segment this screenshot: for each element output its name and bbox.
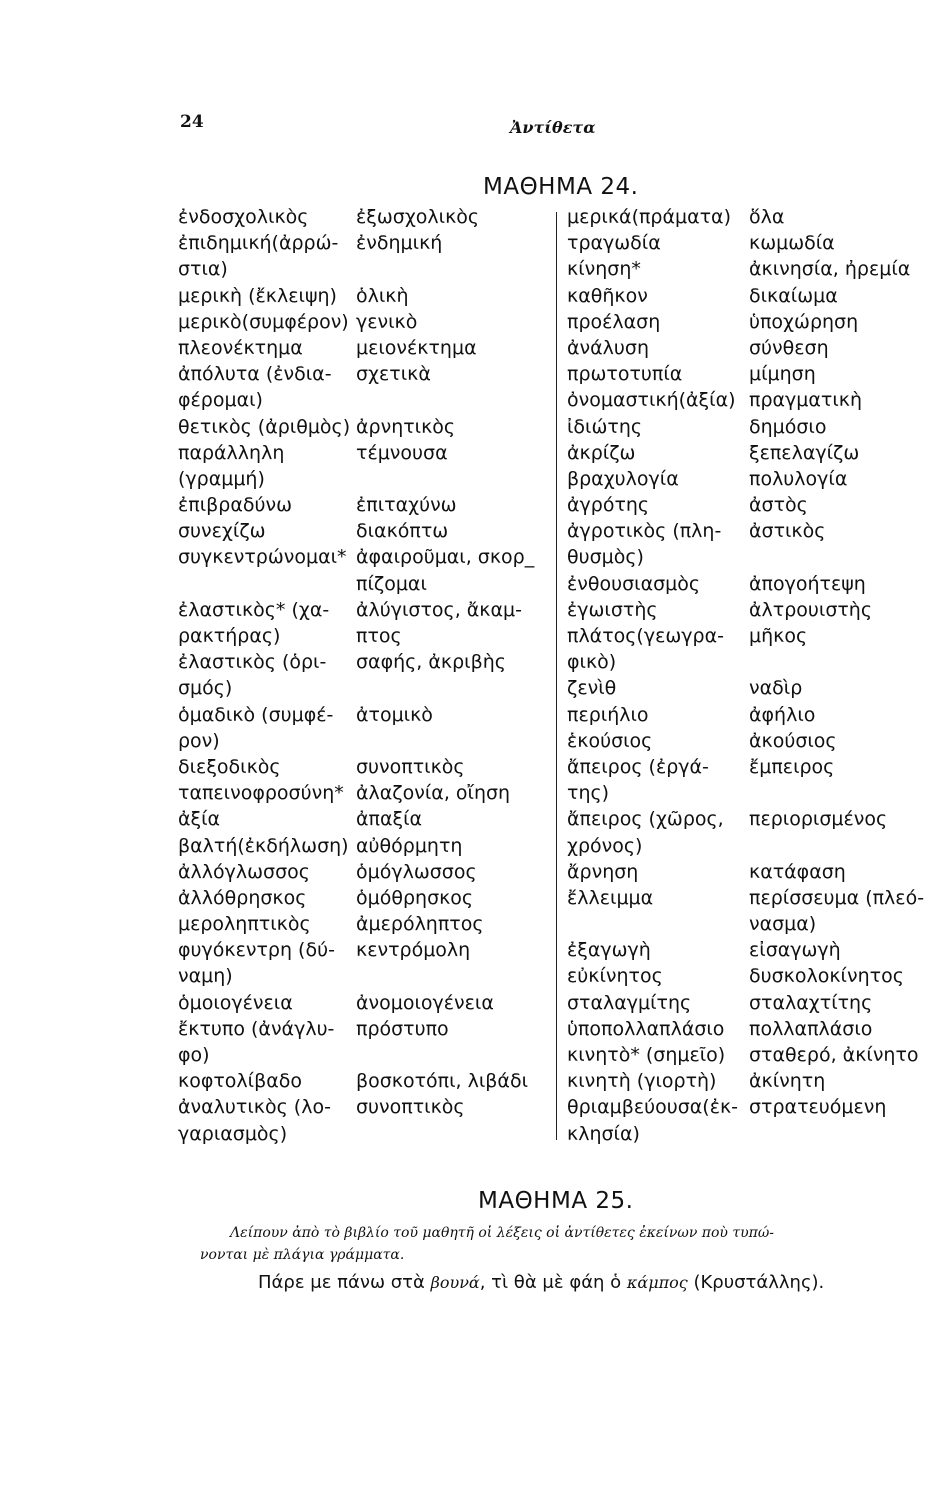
word: εὐκίνητος [567, 965, 663, 988]
antonym: ἀφαιροῦμαι, σκορ_ [356, 546, 535, 569]
antonym-row [178, 1018, 548, 1044]
antonym: σχετικὰ [356, 363, 431, 386]
word: τραγωδία [567, 232, 661, 255]
word: μεροληπτικὸς [178, 913, 311, 936]
antonym: πραγματικὴ [749, 389, 862, 412]
antonym: ὁλικὴ [356, 284, 409, 307]
antonym-row [178, 494, 548, 520]
word: μερικά(πράματα) [567, 206, 731, 228]
word: βραχυλογία [567, 467, 679, 490]
antonym: κατάφαση [749, 860, 846, 883]
antonym: ἀπαξία [356, 808, 423, 831]
antonym-row [567, 704, 937, 730]
lesson-25-title: ΜΑΘΗΜΑ 25. [478, 1188, 634, 1214]
antonym: ὅλα [749, 206, 785, 228]
antonym: ἀπογοήτεψη [749, 572, 866, 595]
word: μερικὴ (ἔκλειψη) [178, 284, 337, 307]
antonym-row [178, 861, 548, 887]
antonym-row [178, 756, 548, 782]
word: ἰδιώτης [567, 415, 643, 438]
antonym-row [178, 311, 548, 337]
antonym: πίζομαι [356, 572, 427, 595]
antonym-row [178, 520, 548, 546]
word: χρόνος) [567, 834, 643, 857]
antonym-row [567, 232, 937, 258]
antonym-row [178, 965, 548, 991]
example-middle: , τὶ θὰ μὲ φάη ὁ [479, 1272, 627, 1293]
antonym-row [178, 1123, 548, 1149]
antonym-row [567, 939, 937, 965]
antonym-row [178, 835, 548, 861]
word: κλησία) [567, 1122, 640, 1145]
antonym-row [178, 285, 548, 311]
word: βαλτή(ἐκδήλωση) [178, 834, 349, 857]
antonym: ἐνδημική [356, 232, 443, 255]
antonym: ἀκίνητη [749, 1070, 826, 1093]
antonym: νασμα) [749, 913, 817, 936]
word: ἔλλειμμα [567, 886, 654, 909]
antonym-row [567, 835, 937, 861]
word: γαριασμὸς) [178, 1122, 288, 1145]
word: ἐπιβραδύνω [178, 494, 292, 517]
antonym: τέμνουσα [356, 441, 448, 464]
word: ἄρνηση [567, 860, 639, 883]
word: συνεχίζω [178, 520, 266, 543]
antonym: ἀνομοιογένεια [356, 991, 494, 1014]
antonym: σταθερό, ἀκίνητο [749, 1044, 919, 1066]
antonym-row [567, 913, 937, 939]
word: ἀπόλυτα (ἐνδια- [178, 363, 332, 386]
antonym: περίσσευμα (πλεό- [749, 886, 925, 909]
word: ἄπειρος (ἐργά- [567, 755, 709, 778]
antonym: ἐπιταχύνω [356, 494, 457, 517]
left-antonym-column [178, 206, 548, 1149]
antonym-row [178, 808, 548, 834]
antonym: ἀτομικὸ [356, 703, 433, 726]
word: ἀγροτικὸς (πλη- [567, 520, 722, 543]
word: κίνηση* [567, 258, 641, 281]
word: ἐξαγωγὴ [567, 939, 651, 962]
antonym: περιορισμένος [749, 808, 888, 831]
antonym: μίμηση [749, 363, 816, 386]
antonym-row [178, 573, 548, 599]
antonym-row [567, 861, 937, 887]
antonym-row [567, 992, 937, 1018]
antonym: ἀκινησία, ἠρεμία [749, 258, 911, 281]
instruction-line-1: Λείπουν ἀπὸ τὸ βιβλίο τοῦ μαθητῆ οἱ λέξεις οἱ ἀντίθετες ἐκείνων ποὺ τυπώ- [230, 1225, 774, 1241]
antonym: διακόπτω [356, 520, 449, 543]
word: ἄπειρος (χῶρος, [567, 808, 724, 831]
antonym-row [567, 416, 937, 442]
antonym-row [567, 1096, 937, 1122]
antonym-row [178, 337, 548, 363]
antonym-row [178, 625, 548, 651]
antonym-row [178, 1044, 548, 1070]
antonym-row [178, 363, 548, 389]
antonym: ἀλύγιστος, ἄκαμ- [356, 598, 522, 621]
antonym: ἀφήλιο [749, 703, 816, 726]
antonym-row [178, 232, 548, 258]
word: θυσμὸς) [567, 546, 644, 569]
word: συγκεντρώνομαι* [178, 546, 347, 569]
antonym: μῆκος [749, 625, 808, 647]
word: ἀξία [178, 808, 221, 831]
example-sentence [258, 1272, 824, 1293]
antonym: στρατευόμενη [749, 1096, 887, 1119]
word: ἐνδοσχολικὸς [178, 206, 309, 228]
word: ὁμαδικὸ (συμφέ- [178, 703, 334, 726]
word: ἔκτυπο (ἀνάγλυ- [178, 1017, 335, 1040]
word: ἀλλόθρησκος [178, 886, 307, 909]
word: ρον) [178, 729, 220, 752]
antonym: ἀλτρουιστὴς [749, 598, 872, 621]
example-start: Πάρε με πάνω στὰ [258, 1272, 431, 1293]
antonym: εἰσαγωγὴ [749, 939, 841, 962]
antonym-row [567, 258, 937, 284]
word: φικὸ) [567, 651, 617, 674]
antonym-row [567, 808, 937, 834]
antonym-row [178, 782, 548, 808]
running-head: Ἀντίθετα [510, 118, 596, 137]
word: κινητὴ (γιορτὴ) [567, 1070, 717, 1093]
antonym-row [567, 1018, 937, 1044]
antonym-row [567, 651, 937, 677]
word: ναμη) [178, 965, 233, 988]
antonym-row [567, 520, 937, 546]
antonym: συνοπτικὸς [356, 1096, 465, 1119]
word: ταπεινοφροσύνη* [178, 782, 344, 805]
word: σταλαγμίτης [567, 991, 692, 1014]
antonym-row [567, 756, 937, 782]
antonym-row [178, 546, 548, 572]
antonym: ἐξωσχολικὸς [356, 206, 480, 228]
word: μερικὸ(συμφέρον) [178, 310, 349, 333]
antonym: ἀλαζονία, οἴηση [356, 782, 511, 805]
antonym-row [567, 782, 937, 808]
lesson-25-instruction [200, 1222, 930, 1266]
antonym: πτος [356, 625, 402, 647]
antonym: δυσκολοκίνητος [749, 965, 904, 988]
word: κοφτολίβαδο [178, 1070, 302, 1093]
word: ἐνθουσιασμὸς [567, 572, 701, 595]
antonym-row [567, 1044, 937, 1070]
antonym: ἀρνητικὸς [356, 415, 456, 438]
word: ἀναλυτικὸς (λο- [178, 1096, 331, 1119]
word: ὀνομαστική(ἀξία) [567, 389, 736, 412]
word: ἀλλόγλωσσος [178, 860, 310, 883]
antonym-row [567, 442, 937, 468]
antonym: σύνθεση [749, 336, 829, 359]
word: ἐπιδημική(ἀρρώ- [178, 232, 339, 255]
antonym: γενικὸ [356, 310, 418, 333]
antonym-row [178, 992, 548, 1018]
antonym-row [567, 625, 937, 651]
antonym: πολλαπλάσιο [749, 1017, 873, 1040]
antonym: ἀστικὸς [749, 520, 826, 543]
word: πλεονέκτημα [178, 336, 303, 359]
antonym-row [178, 206, 548, 232]
antonym: ὑποχώρηση [749, 310, 859, 333]
word: ἐλαστικὸς (ὁρι- [178, 651, 327, 674]
word: ὑποπολλαπλάσιο [567, 1017, 725, 1040]
word: ἀγρότης [567, 494, 650, 517]
antonym: δημόσιο [749, 415, 827, 438]
antonym-row [567, 311, 937, 337]
word: ἀκρίζω [567, 441, 636, 464]
antonym-row [178, 416, 548, 442]
antonym-row [178, 730, 548, 756]
lesson-24-title: ΜΑΘΗΜΑ 24. [483, 174, 639, 200]
example-italic-word-2: κάμπος [626, 1273, 688, 1292]
antonym: βοσκοτόπι, λιβάδι [356, 1070, 529, 1093]
antonym-row [178, 258, 548, 284]
antonym-row [178, 599, 548, 625]
antonym-row [567, 965, 937, 991]
word: σμός) [178, 677, 233, 700]
instruction-line-2: νονται μὲ πλάγια γράμματα. [200, 1247, 405, 1263]
antonym-row [178, 468, 548, 494]
antonym-row [567, 887, 937, 913]
antonym-row [178, 1070, 548, 1096]
antonym-row [178, 442, 548, 468]
word: της) [567, 782, 610, 805]
antonym-row [567, 599, 937, 625]
antonym: δικαίωμα [749, 284, 838, 307]
antonym-row [567, 285, 937, 311]
word: κινητὸ* (σημεῖο) [567, 1044, 726, 1066]
antonym: κωμωδία [749, 232, 835, 255]
antonym: ὁμόθρησκος [356, 886, 474, 909]
antonym-row [567, 494, 937, 520]
antonym: ἀκούσιος [749, 729, 837, 752]
word: καθῆκον [567, 284, 648, 307]
antonym: ξεπελαγίζω [749, 441, 860, 464]
antonym-row [178, 887, 548, 913]
antonym: πολυλογία [749, 467, 848, 490]
column-divider [556, 212, 557, 1140]
antonym-row [567, 337, 937, 363]
antonym-row [178, 704, 548, 730]
antonym: αὐθόρμητη [356, 834, 463, 857]
antonym: πρόστυπο [356, 1017, 449, 1040]
antonym: ἀμερόληπτος [356, 913, 484, 936]
antonym-row [567, 1123, 937, 1149]
word: περιήλιο [567, 703, 649, 726]
antonym-row [567, 573, 937, 599]
antonym-row [178, 1096, 548, 1122]
antonym-row [567, 363, 937, 389]
antonym: ὁμόγλωσσος [356, 860, 477, 883]
word: ζενὶθ [567, 677, 617, 700]
antonym-row [178, 651, 548, 677]
antonym: κεντρόμολη [356, 939, 471, 962]
word: ἐλαστικὸς* (χα- [178, 598, 330, 621]
antonym: συνοπτικὸς [356, 755, 465, 778]
word: πρωτοτυπία [567, 363, 683, 386]
word: διεξοδικὸς [178, 755, 281, 778]
word: (γραμμή) [178, 467, 265, 490]
antonym: σταλαχτίτης [749, 991, 873, 1014]
antonym: ναδὶρ [749, 677, 803, 700]
antonym-row [567, 1070, 937, 1096]
example-italic-word-1: βουνά [430, 1273, 480, 1292]
word: ἀνάλυση [567, 336, 649, 359]
word: φυγόκεντρη (δύ- [178, 939, 335, 962]
antonym-row [178, 913, 548, 939]
word: ρακτήρας) [178, 625, 281, 647]
antonym-row [567, 677, 937, 703]
antonym-row [567, 468, 937, 494]
word: ἐγωιστὴς [567, 598, 658, 621]
page-number: 24 [180, 112, 204, 132]
right-antonym-column [567, 206, 937, 1149]
word: ἑκούσιος [567, 729, 653, 752]
antonym-row [178, 939, 548, 965]
antonym: σαφής, ἀκριβὴς [356, 651, 506, 674]
example-end: (Κρυστάλλης). [687, 1272, 825, 1293]
antonym: ἀστὸς [749, 494, 808, 517]
antonym: μειονέκτημα [356, 336, 477, 359]
antonym-row [567, 730, 937, 756]
antonym: ἔμπειρος [749, 755, 835, 778]
word: παράλληλη [178, 441, 285, 464]
word: στια) [178, 258, 228, 281]
antonym-row [178, 677, 548, 703]
word: προέλαση [567, 310, 661, 333]
word: θριαμβεύουσα(ἐκ- [567, 1096, 739, 1119]
word: πλάτος(γεωγρα- [567, 625, 724, 647]
word: ὁμοιογένεια [178, 991, 293, 1014]
antonym-row [567, 546, 937, 572]
word: φο) [178, 1044, 210, 1066]
antonym-row [567, 206, 937, 232]
word: φέρομαι) [178, 389, 263, 412]
antonym-row [567, 389, 937, 415]
word: θετικὸς (ἀριθμὸς) [178, 415, 351, 438]
antonym-row [178, 389, 548, 415]
